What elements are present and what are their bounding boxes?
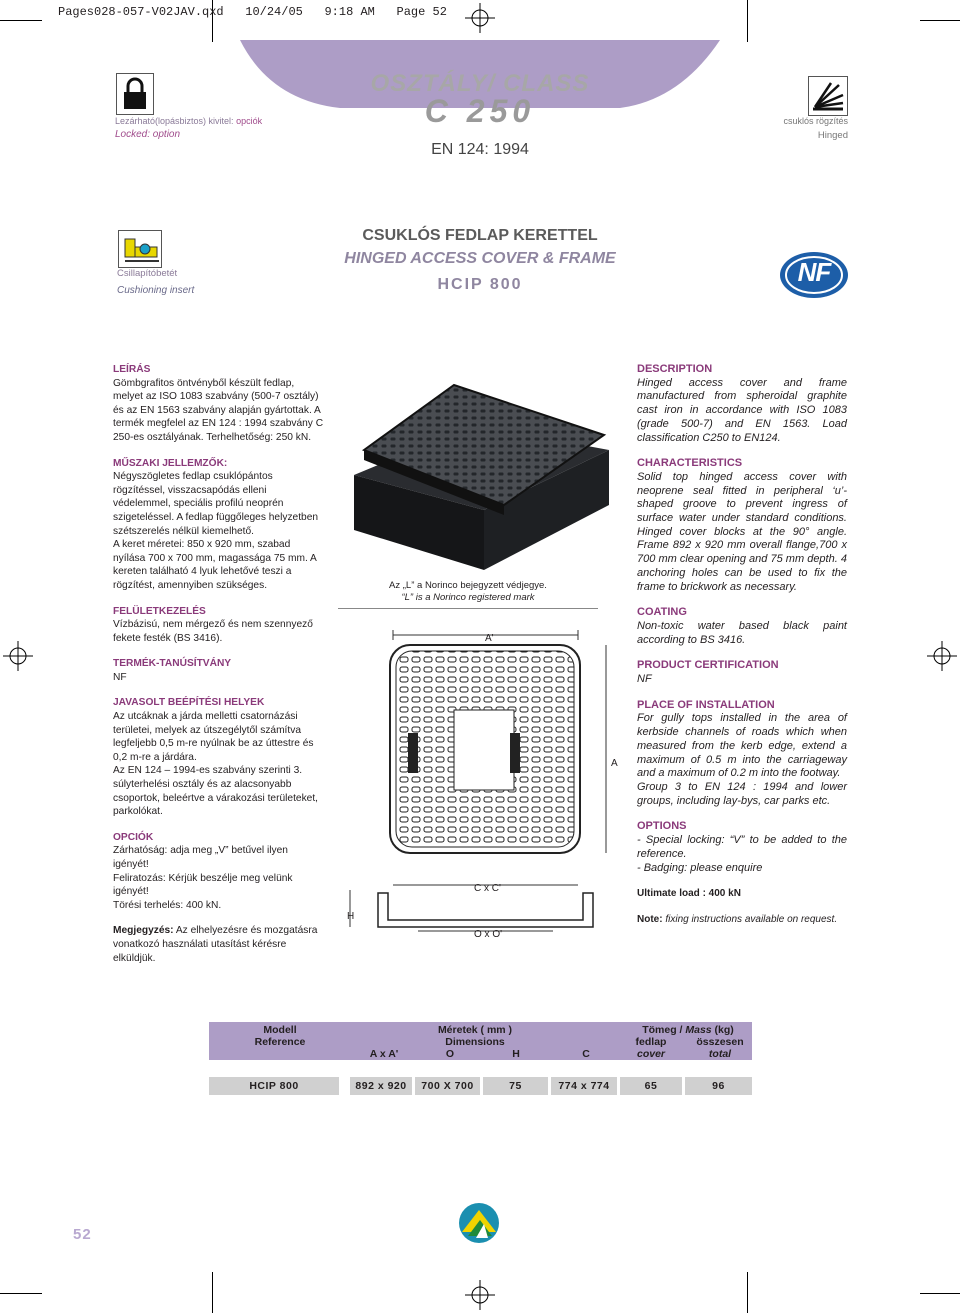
cushion-insert-icon [119,231,161,267]
th-total: total [708,1048,732,1060]
paragraph: Az EN 124 – 1994-es szabvány szerinti 3. súlyterhelési osztály és az alacsonyabb csoportok, beleértve a várakozási területeket, parkolókat. [113,765,318,818]
th-meretek: Méretek ( mm ) [437,1024,513,1036]
english-column [637,363,847,927]
page-number: 52 [73,1226,92,1243]
crop-mark [212,1272,213,1313]
slug-date: 10/24/05 [245,5,303,19]
product-code: HCIP 800 [437,276,523,293]
hinged-caption-en: Hinged [817,130,848,141]
hinged-badge [808,76,848,116]
cell-axa: 892 x 920 [355,1080,407,1092]
crop-mark [747,1272,748,1313]
caption-en: “L” is a Norinco registered mark [401,592,535,603]
paragraph: Feliratozás: Kérjük beszélje meg velünk igényét! [113,872,293,898]
th-tomeg: Tömeg / Mass (kg) [642,1024,734,1036]
cell-model: HCIP 800 [249,1080,299,1092]
section-heading: FELÜLETKEZELÉS [113,605,206,617]
slug-file: Pages028-057-V02JAV.qxd [58,5,224,19]
section-heading: OPTIONS [637,820,687,833]
section-heading: COATING [637,606,687,619]
dim-oxo: O x O' [474,929,503,940]
slug-line [58,5,447,19]
ultimate-load: Ultimate load : 400 kN [637,888,741,900]
company-logo-icon [458,1202,500,1244]
cell-h: 75 [509,1080,522,1092]
product-photo [344,380,614,580]
th-axa: A x A' [369,1048,399,1060]
crop-mark [0,20,42,21]
paragraph: Zárhatóság: adja meg „V” betűvel ilyen igényét! [113,845,288,870]
lock-caption-hu: Lezárható(lopásbiztos) kivitel: opciók [115,116,263,126]
th-modell: Modell [263,1024,297,1036]
section-heading: MŰSZAKI JELLEMZŐK: [113,457,228,469]
caption-hu: Az „L” a Norinco bejegyzett védjegye. [389,580,547,591]
paragraph: For gully tops installed in the area of kerbside channels of roads which when measured from the kerb edge, extend a maximum of 0.5 m into the carriageway and a maximum of 0.2 m into the footway. [637,712,847,780]
section-heading: PLACE OF INSTALLATION [637,698,775,711]
section-heading: TERMÉK-TANÚSÍTVÁNY [113,658,232,670]
section-heading: JAVASOLT BEÉPÍTÉSI HELYEK [113,697,265,709]
registration-mark-icon [927,641,957,671]
cell-cover: 65 [644,1080,658,1092]
product-title-en: HINGED ACCESS COVER & FRAME [344,250,616,267]
paragraph: - Special locking: “V” to be added to the reference. [637,834,847,860]
crop-mark [0,1293,42,1294]
th-osszesen: összesen [696,1036,744,1048]
th-o: O [445,1048,455,1060]
paragraph: Solid top hinged access cover with neoprene seal fitted in peripheral ‘u’-shaped groove to prevent ingress of surface water under standard conditions. Hinged cover blocks at the 90° angle. Frame 892 x 920 mm overall flange,700 x 700 mm clear opening and 75 mm depth. 4 anchoring holes can be used to fix the frame to brickwork as necessary. [637,470,847,593]
hungarian-column [113,363,325,965]
class-title: OSZTÁLY/ CLASS [370,70,590,97]
paragraph: Gömbgrafitos öntvényből készült fedlap, melyet az ISO 1083 szabvány (500-7 osztály) és az EN 1563 szabvány alapján gyártottak. A termék megfelel az EN 124 : 1994 szabvány C 250-es osztályának. Terhelhetőség: 250 kN. [113,377,324,443]
paragraph: NF [637,673,652,686]
paragraph: Vízbázisú, nem mérgező és nem szennyező fekete festék (BS 3416). [113,619,313,644]
section-heading: DESCRIPTION [637,363,713,375]
slug-page: Page 52 [396,5,447,19]
th-reference: Reference [254,1036,306,1048]
paragraph: - Badging: please enquire [637,861,763,874]
paragraph: Hinged access cover and frame manufactured from spheroidal graphite cast iron in accordance with ISO 1083 (grade 500-7) and EN 1563. Load classification C250 to EN124. [637,376,847,444]
hinge-icon [809,77,847,115]
section-heading: PRODUCT CERTIFICATION [637,659,779,672]
trademark-caption [338,580,598,609]
paragraph: Group 3 to EN 124 : 1994 and lower groups, including lay-bys, car parks etc. [637,780,847,807]
cushion-caption-hu: Csillapítóbetét [117,268,178,279]
dim-a-side: A [611,758,618,769]
paragraph: Törési terhelés: 400 kN. [113,899,222,911]
crop-mark [920,1293,960,1294]
th-c: C [582,1048,590,1060]
dim-h: H [347,911,355,922]
th-h: H [512,1048,520,1060]
paragraph: Az utcáknak a járda melletti csatornázási területei, melyek az útszegélytől számítva legfeljebb 0,5 m-re nyúlnak be az úttestre és 0,2 m-re a járdára. [113,711,314,763]
cushion-caption-en: Cushioning insert [117,285,195,296]
th-dimensions: Dimensions [445,1036,505,1048]
paragraph: Négyszögletes fedlap csuklópántos rögzítéssel, visszacsapódás elleni védelemmel, speciális profilú neoprén szigeteléssel. A fedlap függőleges helyzetben szétszerelés nélkül kiemelhető. [113,471,319,537]
cell-total: 96 [712,1080,725,1092]
paragraph: NF [113,671,127,683]
lock-badge [116,73,154,115]
paragraph: A keret méretei: 850 x 920 mm, szabad nyílása 700 x 700 mm, magassága 75 mm. A kereten található 4 lyuk lehetővé teszi a rögzítést, amennyiben szükséges. [113,539,317,591]
section-heading: CHARACTERISTICS [637,457,743,470]
standard-label: EN 124: 1994 [431,141,529,158]
hinged-caption-hu: csuklós rögzítés [783,116,848,126]
registration-mark-icon [465,3,495,33]
th-cover: cover [636,1048,666,1060]
crop-mark [747,0,748,42]
registration-mark-icon [3,641,33,671]
note-paragraph: Note: fixing instructions available on request. [637,913,838,925]
crop-mark [920,20,960,21]
dim-cxc: C x C' [474,883,501,894]
dim-a-top: A' [485,633,494,644]
section-heading: LEÍRÁS [113,364,151,375]
note-paragraph: Megjegyzés: Az elhelyezésre és mozgatásra vonatkozó használati utasítást kérésre elküldjük. [113,925,318,964]
paragraph: Non-toxic water based black paint according to BS 3416. [637,619,847,646]
padlock-icon [117,74,153,114]
cell-c: 774 x 774 [558,1080,610,1092]
registration-mark-icon [465,1280,495,1310]
th-fedlap: fedlap [635,1036,667,1048]
class-code: C 250 [424,93,536,129]
technical-drawing [338,615,628,945]
section-heading: OPCIÓK [113,831,154,843]
cell-o: 700 X 700 [421,1080,474,1092]
nf-logo-text: NF [797,257,831,287]
cushion-badge [118,230,162,268]
slug-time: 9:18 AM [324,5,375,19]
product-title-hu: CSUKLÓS FEDLAP KERETTEL [362,227,598,244]
lock-caption-en: Locked: option [115,129,181,140]
